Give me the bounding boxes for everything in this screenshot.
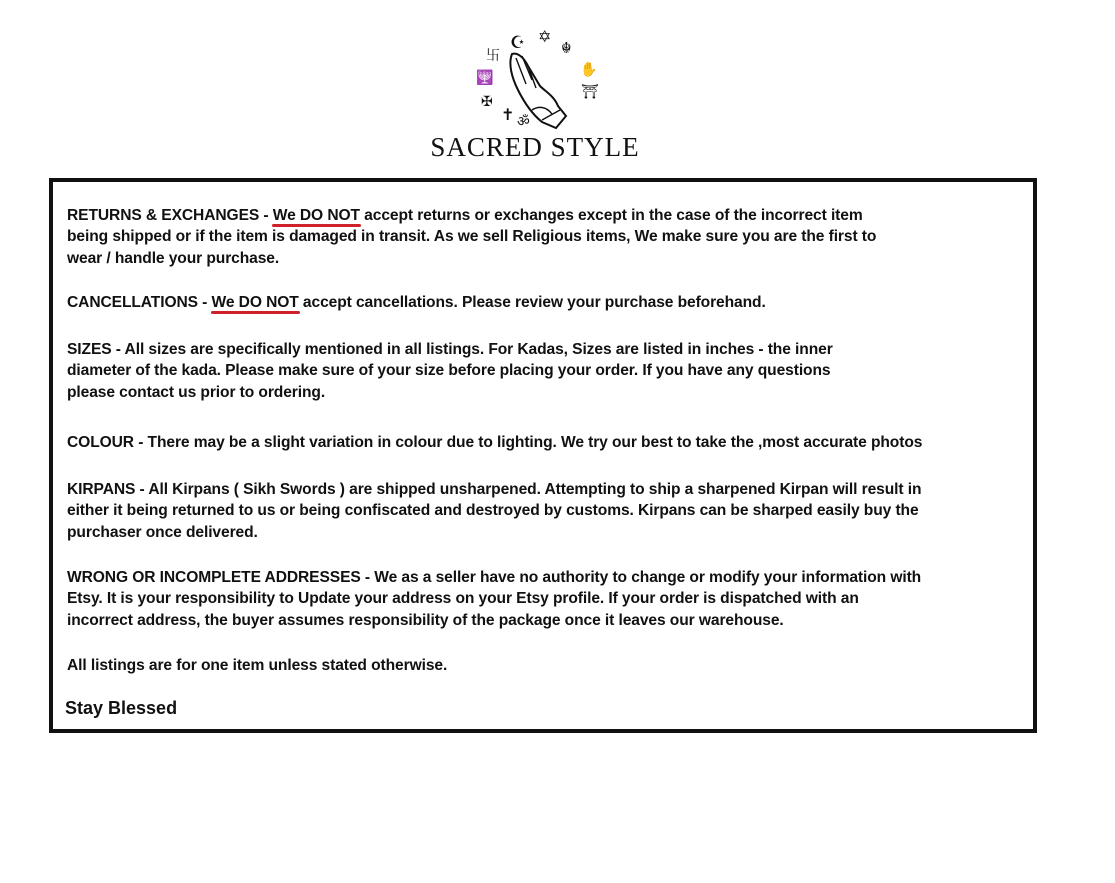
emphasis-underlined: We DO NOT	[272, 207, 360, 224]
text: We as a seller have no authority to change or modify your information with	[374, 569, 922, 586]
section-heading: CANCELLATIONS	[67, 294, 198, 311]
text: incorrect address, the buyer assumes responsibility of the package once it leaves our warehouse.	[67, 611, 784, 629]
sizes-section	[67, 339, 833, 403]
text: please contact us prior to ordering.	[67, 383, 326, 401]
returns-section	[67, 205, 876, 269]
text: wear / handle your purchase.	[67, 249, 280, 267]
text: purchaser once delivered.	[67, 523, 258, 541]
ayyavazhi-cross-icon: ✠	[481, 93, 493, 109]
star-of-david-icon: ✡	[538, 29, 552, 46]
kirpans-section	[67, 479, 921, 543]
menorah-icon: 🕎	[476, 69, 494, 85]
listings-note	[67, 655, 447, 676]
text: There may be a slight variation in colour due to lighting. We try our best to take the ,most accurate photos	[147, 434, 923, 451]
separator: -	[360, 569, 375, 586]
text: Etsy. It is your responsibility to Update your address on your Etsy profile. If your order is dispatched with an	[67, 590, 859, 608]
cross-icon: ✝	[501, 107, 515, 124]
brand-name: SACRED STYLE	[430, 132, 640, 162]
text: All sizes are specifically mentioned in all listings. For Kadas, Sizes are listed in inches - the inner	[124, 341, 833, 358]
text: accept returns or exchanges except in the case of the incorrect item	[359, 207, 863, 224]
text: accept cancellations. Please review your purchase beforehand.	[298, 294, 766, 311]
crescent-star-icon: ☪	[510, 33, 526, 52]
section-heading: COLOUR	[67, 434, 134, 451]
separator: -	[111, 341, 125, 358]
section-heading: RETURNS & EXCHANGES	[67, 207, 260, 224]
separator: -	[259, 207, 273, 224]
colour-section	[67, 432, 922, 453]
separator: -	[197, 294, 212, 311]
khanda-icon: ☬	[561, 40, 572, 57]
swastika-icon: 卐	[486, 47, 500, 63]
sacred-style-logo	[420, 26, 650, 166]
policy-box	[49, 178, 1037, 733]
section-heading: SIZES	[67, 341, 112, 358]
emphasis-underlined: We DO NOT	[211, 294, 299, 311]
section-heading: WRONG OR INCOMPLETE ADDRESSES	[67, 569, 361, 586]
section-heading: KIRPANS	[67, 481, 136, 498]
text: diameter of the kada. Please make sure of your size before placing your order. If you have any questions	[67, 362, 831, 380]
separator: -	[133, 434, 148, 451]
hamsa-icon: ✋	[580, 61, 598, 77]
text: either it being returned to us or being confiscated and destroyed by customs. Kirpans can be sharped easily buy the	[67, 502, 919, 520]
text: All listings are for one item unless stated otherwise.	[67, 657, 448, 674]
cancellations-section	[67, 292, 766, 313]
praying-hands-icon	[502, 50, 572, 130]
om-icon: ॐ	[517, 113, 530, 129]
text: being shipped or if the item is damaged in transit. As we sell Religious items, We make sure you are the first to	[67, 228, 877, 246]
signoff: Stay Blessed	[65, 698, 178, 718]
separator: -	[135, 481, 149, 498]
addresses-section	[67, 567, 921, 631]
torii-icon: ⛩	[581, 83, 599, 99]
text: All Kirpans ( Sikh Swords ) are shipped unsharpened. Attempting to ship a sharpened Kirpan will result in	[148, 481, 922, 498]
